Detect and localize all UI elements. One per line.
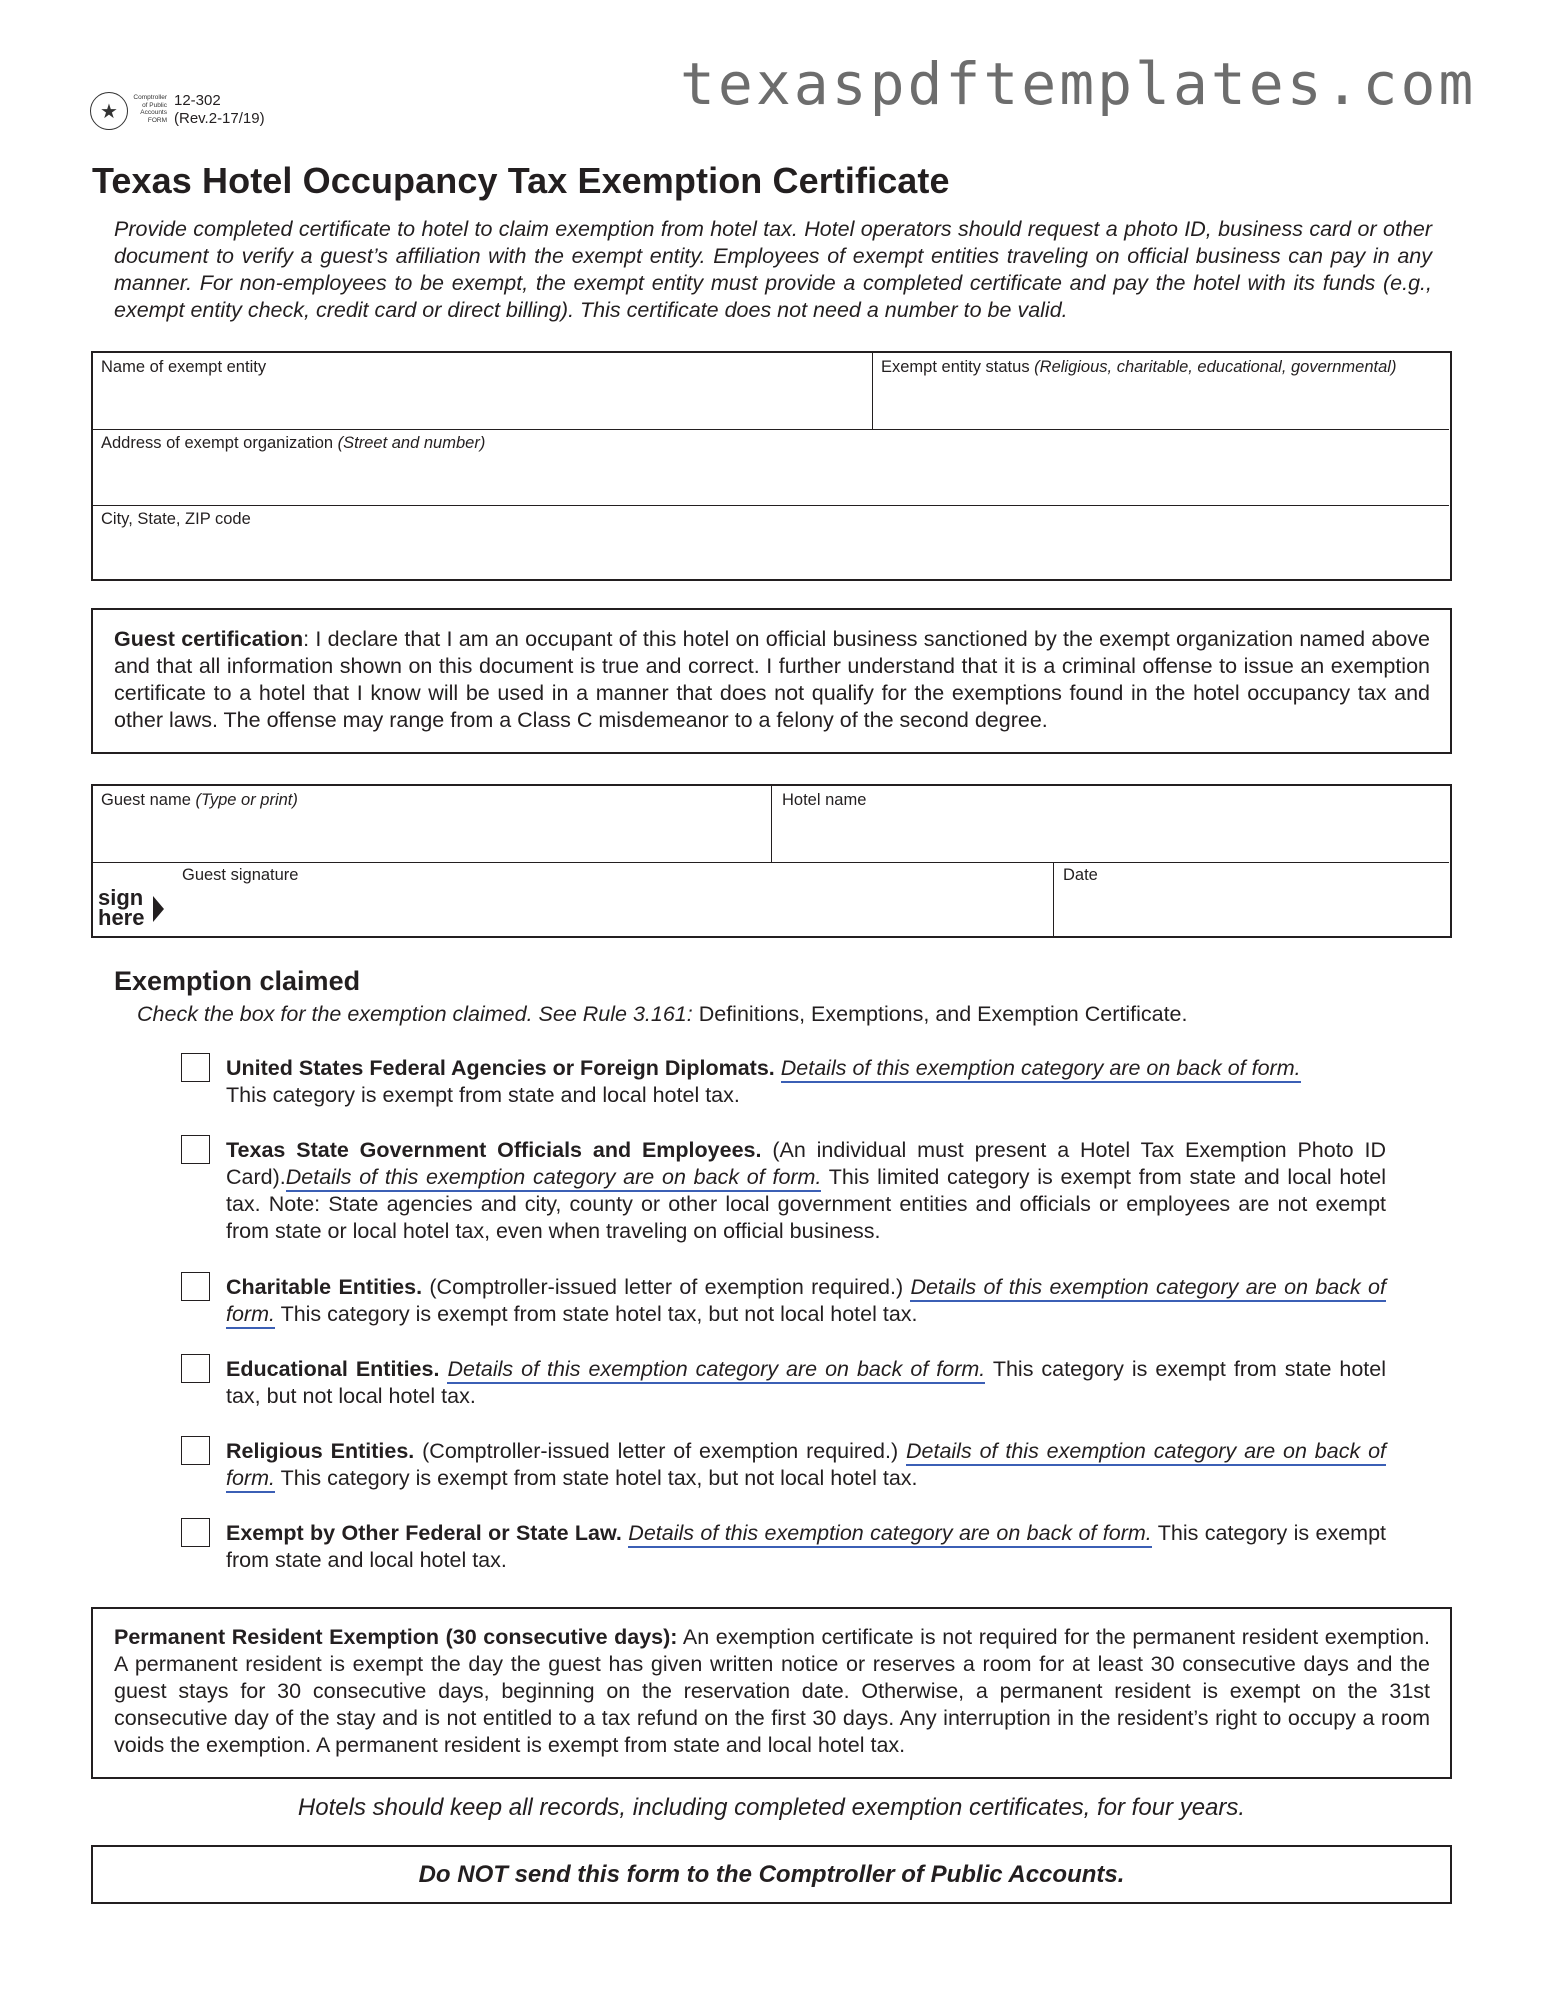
field-label: Guest name: [101, 791, 191, 809]
instruction-plain: Definitions, Exemptions, and Exemption Certificate.: [692, 1002, 1188, 1026]
entity-fields-box: [91, 351, 1452, 581]
exemption-item-other-federal-state-law: [226, 1520, 1386, 1574]
item-title: Religious Entities.: [226, 1439, 415, 1463]
guest-certification-heading: Guest certification: [114, 627, 304, 651]
permanent-resident-body: An exemption certificate is not required for the permanent resident exemption. A permanent resident is exempt the day the guest has given written notice or reserves a room for at least 30 consecutive days and the guest stays for 30 consecutive days, beginning on the reservation date. Otherwise, a permanent resident is exempt on the 31st consecutive day of the stay and is not entitled to a tax refund on the first 30 days. Any interruption in the resident’s right to occupy a room voids the exemption. A permanent resident is exempt from state and local hotel tax.: [114, 1625, 1430, 1757]
checkbox-texas-state-officials[interactable]: [181, 1135, 210, 1164]
form-revision: (Rev.2-17/19): [174, 110, 265, 127]
hotel-name-field[interactable]: [782, 791, 866, 810]
site-watermark: texaspdftemplates.com: [680, 50, 1477, 118]
checkbox-charitable-entities[interactable]: [181, 1272, 210, 1301]
exempt-entity-status-field[interactable]: [881, 358, 1396, 377]
permanent-resident-heading: Permanent Resident Exemption (30 consecutive days):: [114, 1625, 678, 1649]
item-title: Educational Entities.: [226, 1357, 440, 1381]
intro-paragraph: Provide completed certificate to hotel to claim exemption from hotel tax. Hotel operators should request a photo ID, business card or other document to verify a guest’s affiliation with the exempt entity. Employees of exempt entities traveling on official business can pay in any manner. For non-employees to be exempt, the exempt entity must provide a completed certificate and pay the hotel with its funds (e.g., exempt entity check, credit card or direct billing). This certificate does not need a number to be valid.: [114, 217, 1432, 322]
form-number: [174, 92, 265, 128]
guest-certification-body: : I declare that I am an occupant of this hotel on official business sanctioned by the exempt organization named above and that all information shown on this document is true and correct. I further understand that it is a criminal offense to issue an exemption certificate to a hotel that I know will be used in a manner that does not qualify for the exemptions found in the hotel occupancy tax and other laws. The offense may range from a Class C misdemeanor to a felony of the second degree.: [114, 627, 1431, 732]
exemption-item-charitable-entities: [226, 1274, 1386, 1328]
city-state-zip-field[interactable]: [101, 510, 251, 529]
form-number-value: 12-302: [174, 92, 221, 109]
guest-certification-text: [114, 626, 1430, 734]
permanent-resident-box: [91, 1607, 1452, 1779]
guest-name-field[interactable]: [101, 791, 298, 810]
item-pre: (Comptroller-issued letter of exemption required.): [414, 1439, 906, 1463]
exempt-entity-name-field[interactable]: [101, 358, 266, 377]
details-link[interactable]: Details of this exemption category are on back of form.: [781, 1056, 1301, 1083]
field-label: Guest signature: [182, 866, 299, 884]
guest-certification-box: [91, 608, 1452, 754]
seal-line: of Public: [142, 101, 167, 109]
guest-fields-box: [91, 784, 1452, 938]
item-title: United States Federal Agencies or Foreign Diplomats.: [226, 1056, 775, 1080]
checkbox-religious-entities[interactable]: [181, 1436, 210, 1465]
item-post: This limited category is exempt from state and local hotel tax. Note: State agencies and city, county or other local government entities and officials or employees are not exempt from state or local hotel tax, even when traveling on official business.: [226, 1165, 1386, 1243]
details-link[interactable]: Details of this exemption category are on back of form.: [286, 1165, 822, 1192]
date-field[interactable]: [1063, 866, 1098, 885]
field-hint: (Type or print): [195, 791, 298, 809]
instruction-italic: Check the box for the exemption claimed. See Rule 3.161:: [137, 1002, 693, 1026]
seal-line: Accounts: [140, 109, 167, 116]
item-post: This category is exempt from state hotel tax, but not local hotel tax.: [274, 1466, 918, 1490]
item-title: Charitable Entities.: [226, 1275, 423, 1299]
field-label: Hotel name: [782, 791, 867, 809]
checkbox-federal-agencies[interactable]: [181, 1053, 210, 1082]
records-note: Hotels should keep all records, including completed exemption certificates, for four years.: [297, 1794, 1246, 1821]
seal-line: FORM: [147, 116, 167, 124]
item-post: This category is exempt from state hotel tax, but not local hotel tax.: [274, 1302, 918, 1326]
item-post: This category is exempt from state and local hotel tax.: [226, 1521, 1386, 1572]
exempt-organization-address-field[interactable]: [101, 434, 485, 453]
seal-caption: [131, 94, 167, 124]
sign-word: sign: [98, 885, 144, 910]
do-not-send-text: Do NOT send this form to the Comptroller of Public Accounts.: [418, 1860, 1125, 1888]
exemption-instruction: [137, 1002, 1187, 1027]
item-title: Texas State Government Officials and Employees.: [226, 1138, 762, 1162]
field-label: Date: [1063, 866, 1098, 884]
details-link[interactable]: Details of this exemption category are on back of form.: [628, 1521, 1151, 1548]
guest-signature-field[interactable]: [182, 866, 298, 885]
details-link[interactable]: Details of this exemption category are on back of form.: [226, 1439, 1386, 1493]
exemption-item-educational-entities: [226, 1356, 1386, 1410]
field-hint: (Street and number): [337, 434, 486, 452]
item-post: This category is exempt from state hotel tax, but not local hotel tax.: [226, 1357, 1386, 1408]
exemption-item-texas-state-officials: [226, 1137, 1386, 1245]
checkbox-other-federal-state-law[interactable]: [181, 1518, 210, 1547]
sign-arrow-icon: [153, 896, 164, 922]
seal-line: Comptroller: [133, 94, 167, 101]
page-title: Texas Hotel Occupancy Tax Exemption Certificate: [92, 160, 950, 201]
exemption-item-federal-agencies: [226, 1055, 1386, 1109]
field-hint: (Religious, charitable, educational, governmental): [1034, 358, 1397, 376]
exemption-item-religious-entities: [226, 1438, 1386, 1492]
field-label: City, State, ZIP code: [101, 510, 251, 528]
field-label: Name of exempt entity: [101, 358, 267, 376]
item-post: This category is exempt from state and local hotel tax.: [226, 1083, 740, 1107]
details-link[interactable]: Details of this exemption category are on back of form.: [447, 1357, 985, 1384]
sign-here-marker: [98, 885, 145, 930]
item-pre: (Comptroller-issued letter of exemption required.): [422, 1275, 911, 1299]
here-word: here: [98, 905, 145, 930]
item-pre: (An individual must present a Hotel Tax Exemption Photo ID Card).: [226, 1138, 1386, 1189]
field-label: Exempt entity status: [881, 358, 1030, 376]
item-title: Exempt by Other Federal or State Law.: [226, 1521, 622, 1545]
permanent-resident-text: [114, 1624, 1430, 1759]
field-label: Address of exempt organization: [101, 434, 334, 452]
checkbox-educational-entities[interactable]: [181, 1354, 210, 1383]
details-link[interactable]: Details of this exemption category are on back of form.: [226, 1275, 1386, 1329]
do-not-send-box: [91, 1845, 1452, 1904]
exemption-heading: Exemption claimed: [114, 966, 361, 996]
texas-star-seal-icon: ★: [90, 92, 128, 130]
